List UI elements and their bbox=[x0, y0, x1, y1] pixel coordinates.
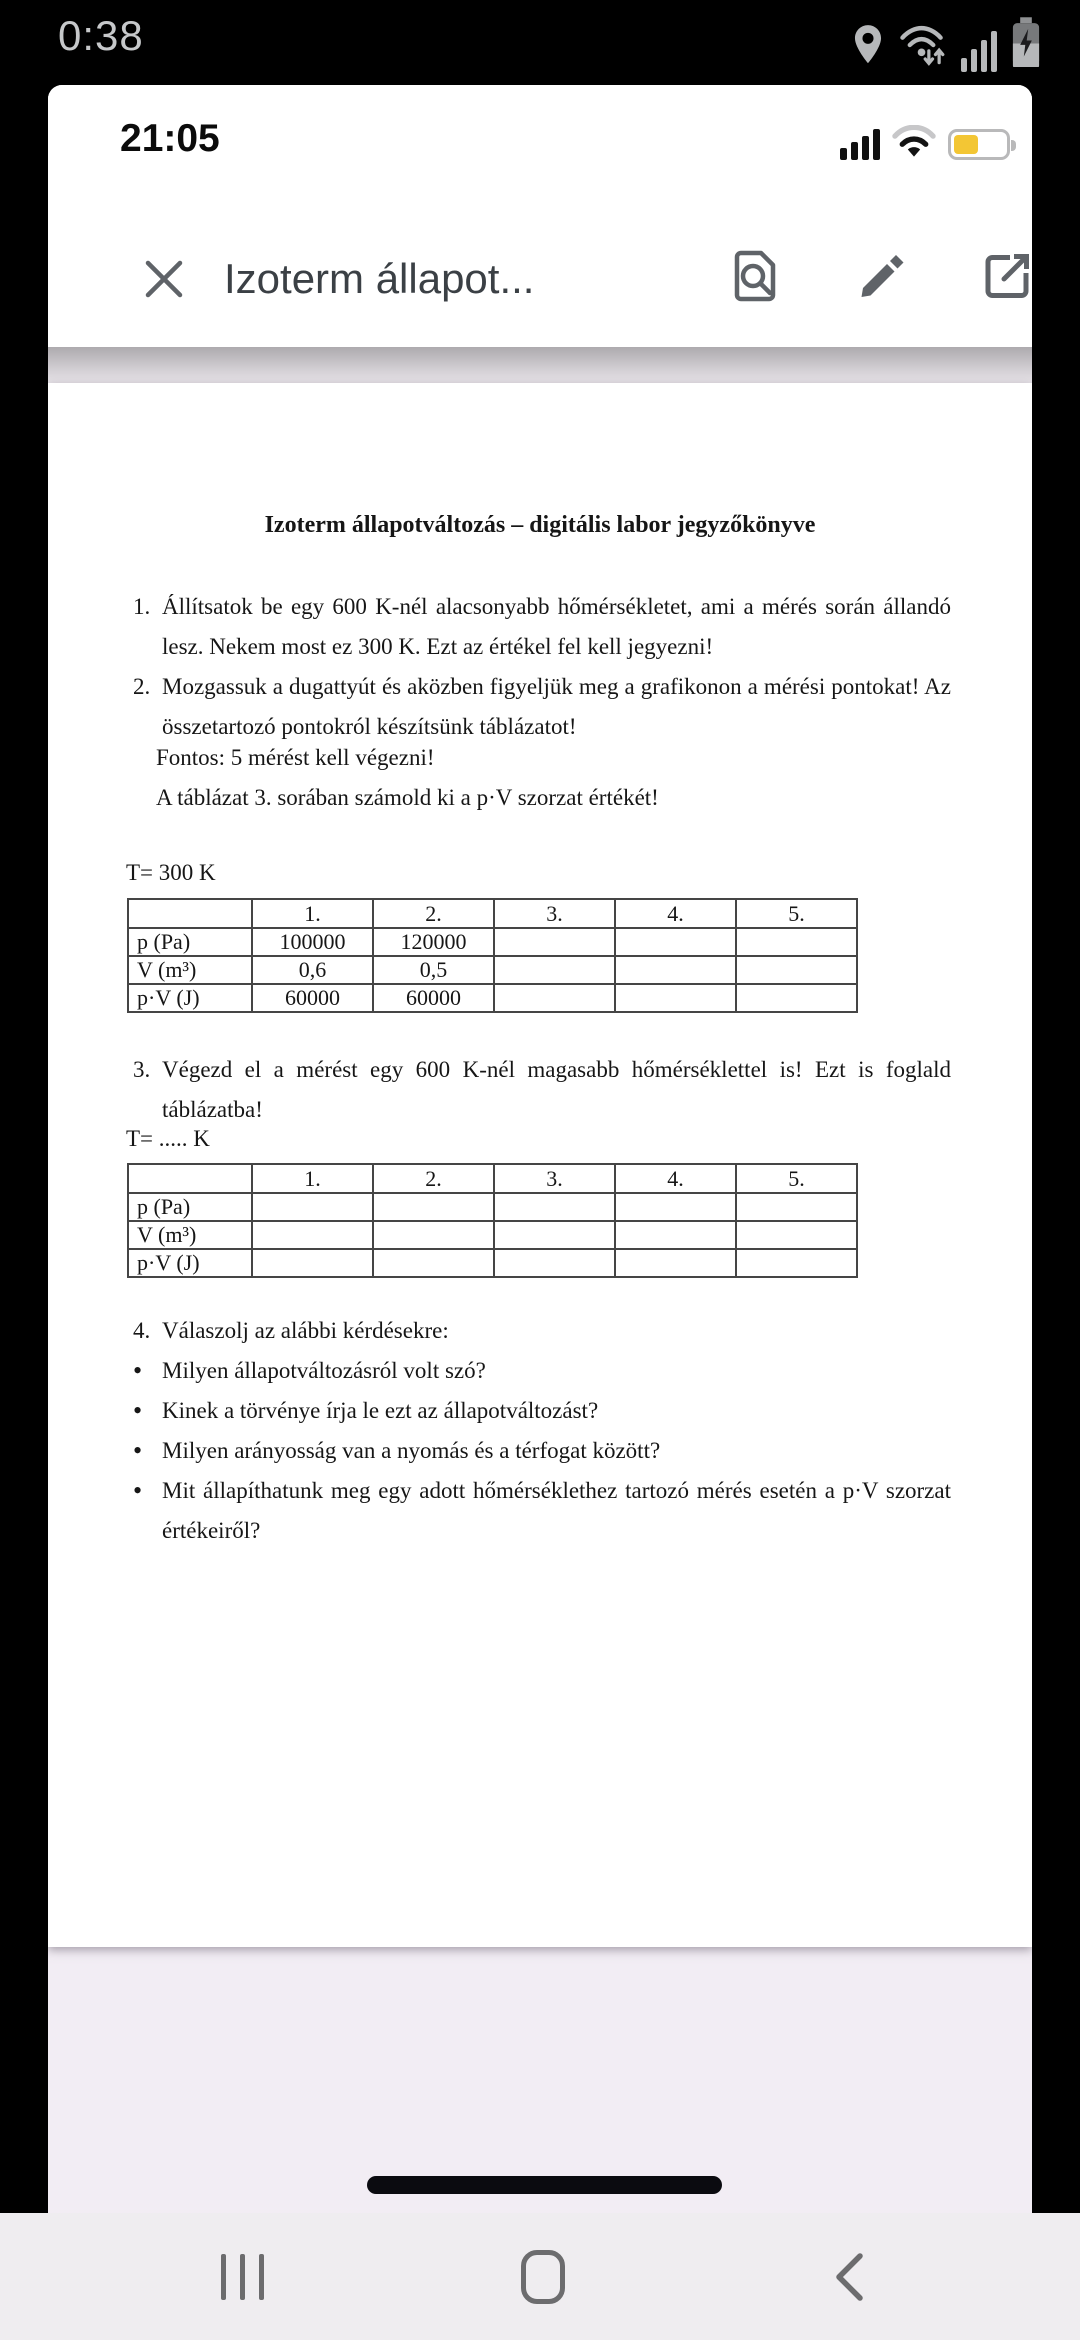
ios-status-time: 21:05 bbox=[120, 117, 220, 160]
bullet-marker: • bbox=[133, 1396, 143, 1425]
cell: 4. bbox=[615, 1164, 736, 1193]
numbered-item-4 bbox=[133, 1311, 951, 1351]
cell bbox=[736, 1193, 857, 1221]
bullet-marker: • bbox=[133, 1476, 143, 1505]
cellular-signal-icon bbox=[840, 129, 880, 160]
row-label: V (m³) bbox=[128, 1221, 252, 1249]
cell bbox=[736, 956, 857, 984]
location-icon bbox=[851, 23, 885, 72]
item-number: 3. bbox=[133, 1057, 151, 1082]
table-header-row bbox=[128, 1164, 857, 1193]
cell bbox=[615, 1221, 736, 1249]
cell bbox=[494, 1249, 615, 1277]
table-row-volume bbox=[128, 1221, 857, 1249]
cell bbox=[494, 956, 615, 984]
wifi-arrows-icon bbox=[898, 23, 948, 72]
bullet-text: Milyen arányosság van a nyomás és a térfogat között? bbox=[162, 1438, 661, 1463]
find-in-document-button[interactable] bbox=[724, 245, 786, 307]
cell bbox=[494, 1221, 615, 1249]
table-instruction-note: A táblázat 3. sorában számold ki a p·V szorzat értékét! bbox=[156, 785, 659, 810]
status-icons bbox=[851, 16, 1042, 72]
cell bbox=[252, 1193, 373, 1221]
cell: 1. bbox=[252, 899, 373, 928]
pdf-viewer-background bbox=[48, 383, 1032, 2213]
cell: 60000 bbox=[373, 984, 494, 1012]
cell: 2. bbox=[373, 1164, 494, 1193]
cell: 2. bbox=[373, 899, 494, 928]
ios-status-icons bbox=[840, 125, 1010, 164]
open-in-new-button[interactable] bbox=[976, 245, 1032, 307]
battery-charging-icon bbox=[1010, 17, 1042, 72]
numbered-item-2 bbox=[133, 667, 951, 747]
battery-level-fill bbox=[954, 135, 978, 154]
doc-heading: Izoterm állapotváltozás – digitális labor jegyzőkönyve bbox=[264, 512, 816, 538]
cell bbox=[615, 984, 736, 1012]
cell bbox=[615, 928, 736, 956]
close-button[interactable] bbox=[136, 251, 192, 307]
viewed-screenshot-image[interactable] bbox=[48, 85, 1032, 2213]
home-icon bbox=[521, 2250, 565, 2304]
cell: 3. bbox=[494, 1164, 615, 1193]
temperature-label-blank: T= ..... K bbox=[126, 1126, 210, 1151]
recents-icon bbox=[221, 2254, 264, 2300]
table-header-row bbox=[128, 899, 857, 928]
bullet-text: Mit állapíthatunk meg egy adott hőmérséklethez tartozó mérés esetén a p·V szorzat értékeiről? bbox=[162, 1478, 951, 1543]
bullet-question-4 bbox=[133, 1471, 951, 1551]
row-label: p (Pa) bbox=[128, 928, 252, 956]
cell bbox=[736, 1221, 857, 1249]
bullet-marker: • bbox=[133, 1436, 143, 1465]
cell: 5. bbox=[736, 1164, 857, 1193]
wifi-icon bbox=[892, 125, 936, 164]
table-row-pv bbox=[128, 984, 857, 1012]
item-text: Állítsatok be egy 600 K-nél alacsonyabb hőmérsékletet, ami a mérés során állandó lesz. Nekem most ez 300 K. Ezt az értékel fel kell jegyezni! bbox=[162, 594, 951, 659]
item-number: 2. bbox=[133, 674, 151, 699]
drive-viewer-toolbar bbox=[48, 215, 1032, 347]
cell bbox=[252, 1221, 373, 1249]
status-time: 0:38 bbox=[58, 12, 144, 59]
back-button[interactable] bbox=[815, 2245, 885, 2309]
android-nav-bar bbox=[0, 2213, 1080, 2340]
item-text: Végezd el a mérést egy 600 K-nél magasabb hőmérséklettel is! Ezt is foglald táblázatba! bbox=[162, 1057, 951, 1122]
cell bbox=[252, 1249, 373, 1277]
bullet-question-3 bbox=[133, 1431, 951, 1471]
document-title-truncated: Izoterm állapot... bbox=[224, 255, 535, 302]
row-label: V (m³) bbox=[128, 956, 252, 984]
bullet-text: Milyen állapotváltozásról volt szó? bbox=[162, 1358, 486, 1383]
signal-strength-icon bbox=[961, 31, 997, 72]
cell bbox=[128, 899, 252, 928]
cell: 3. bbox=[494, 899, 615, 928]
numbered-item-3 bbox=[133, 1050, 951, 1130]
cell bbox=[128, 1164, 252, 1193]
battery-icon bbox=[948, 129, 1010, 160]
temperature-label-300k: T= 300 K bbox=[126, 860, 216, 885]
cell: 120000 bbox=[373, 928, 494, 956]
table-row-pv bbox=[128, 1249, 857, 1277]
measurement-table-blank bbox=[127, 1163, 858, 1278]
row-label: p·V (J) bbox=[128, 1249, 252, 1277]
cell: 60000 bbox=[252, 984, 373, 1012]
item-text: Válaszolj az alábbi kérdésekre: bbox=[162, 1318, 449, 1343]
edit-pencil-button[interactable] bbox=[851, 245, 913, 307]
bullet-text: Kinek a törvénye írja le ezt az állapotváltozást? bbox=[162, 1398, 599, 1423]
back-chevron-icon bbox=[827, 2248, 873, 2306]
cell: 100000 bbox=[252, 928, 373, 956]
cell bbox=[494, 928, 615, 956]
important-note: Fontos: 5 mérést kell végezni! bbox=[156, 745, 435, 770]
recents-button[interactable] bbox=[207, 2245, 277, 2309]
ios-status-bar bbox=[48, 85, 1032, 215]
android-status-bar bbox=[0, 0, 1080, 85]
cell: 1. bbox=[252, 1164, 373, 1193]
measurement-table-300k bbox=[127, 898, 858, 1013]
bullet-question-2 bbox=[133, 1391, 951, 1431]
cell bbox=[373, 1221, 494, 1249]
cell bbox=[736, 928, 857, 956]
item-number: 1. bbox=[133, 594, 151, 619]
numbered-item-1 bbox=[133, 587, 951, 667]
cell: 4. bbox=[615, 899, 736, 928]
bullet-question-1 bbox=[133, 1351, 951, 1391]
cell bbox=[736, 1249, 857, 1277]
cell bbox=[736, 984, 857, 1012]
row-label: p (Pa) bbox=[128, 1193, 252, 1221]
cell: 5. bbox=[736, 899, 857, 928]
row-label: p·V (J) bbox=[128, 984, 252, 1012]
cell: 0,5 bbox=[373, 956, 494, 984]
battery-nub bbox=[1011, 140, 1016, 151]
cell bbox=[615, 1249, 736, 1277]
home-button[interactable] bbox=[508, 2245, 578, 2309]
toolbar-shadow bbox=[48, 347, 1032, 383]
table-row-pressure bbox=[128, 928, 857, 956]
cell bbox=[494, 1193, 615, 1221]
document-page bbox=[48, 383, 1032, 1947]
cell bbox=[494, 984, 615, 1012]
cell: 0,6 bbox=[252, 956, 373, 984]
bullet-marker: • bbox=[133, 1356, 143, 1385]
cell bbox=[373, 1249, 494, 1277]
cell bbox=[615, 956, 736, 984]
table-row-volume bbox=[128, 956, 857, 984]
table-row-pressure bbox=[128, 1193, 857, 1221]
ios-home-indicator[interactable] bbox=[367, 2176, 722, 2194]
item-number: 4. bbox=[133, 1318, 151, 1343]
cell bbox=[373, 1193, 494, 1221]
item-text: Mozgassuk a dugattyút és aközben figyeljük meg a grafikonon a mérési pontokat! Az összetartozó pontokról készítsünk táblázatot! bbox=[162, 674, 951, 739]
cell bbox=[615, 1193, 736, 1221]
